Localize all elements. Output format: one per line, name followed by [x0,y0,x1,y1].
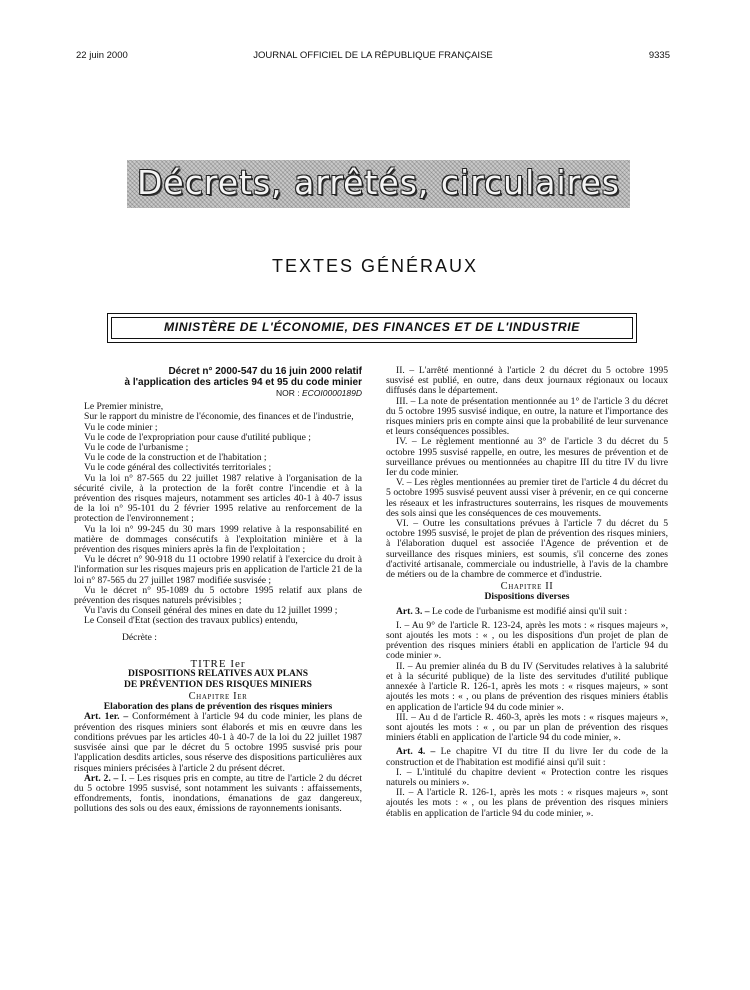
titre-subtitle-line2: DE PRÉVENTION DES RISQUES MINIERS [124,679,312,690]
section-title: TEXTES GÉNÉRAUX [271,256,479,276]
paragraph: V. – Les règles mentionnées au premier tiret de l'article 4 du décret du 5 octobre 1995 susvisé peuvent aussi viser à prévenir, en ce qui concerne les réseaux et les infrastructures souterrains, les risques de mouvements des sols ainsi que les conséquences de ces mouvements. [386,477,668,519]
header-journal-title: JOURNAL OFFICIEL DE LA RÉPUBLIQUE FRANÇAISE [253,50,493,61]
article-1 [74,712,362,773]
paragraph: II. – L'arrêté mentionné à l'article 2 du décret du 5 octobre 1995 susvisé est publié, en outre, dans deux journaux régionaux ou locaux diffusés dans le département. [386,365,668,397]
section-banner [127,160,630,208]
paragraph: II. – A l'article R. 126-1, après les mots : « risques majeurs », sont ajoutés les mots : « , ou les plans de prévention des risques miniers établis en application de l'article 94 du code minier, ». [386,787,668,819]
paragraph: II. – Au premier alinéa du B du IV (Servitudes relatives à la salubrité et à la sécurité publique) de la liste des servitudes d'utilité publique annexée à l'article R. 126-1, après les mots : « risques majeurs, » sont ajoutés les mots : « , ou plans de prévention des risques miniers établis en application de l'article 94 du code minier ». [386,660,668,713]
chapter-heading: Chapitre II [500,581,554,593]
article-text: Le code de l'urbanisme est modifié ainsi qu'il suit : [431,605,628,617]
paragraph: VI. – Outre les consultations prévues à l'article 7 du décret du 5 octobre 1995 susvisé, le projet de plan de prévention des risques miniers, à l'élaboration duquel est associée l'Agence de prévention et de surveillance des risques miniers, est soumis, s'il concerne des zones d'activité artisanale, commerciale ou industrielle, à l'avis de la chambre de métiers ou de la chambre de commerce et d'industrie. [386,518,668,581]
paragraph: III. – La note de présentation mentionnée au 1° de l'article 3 du décret du 5 octobre 1995 susvisé indique, en outre, la nature et l'importance des risques miniers pris en compte ainsi que la probabilité de leur survenance et leurs conséquences possibles. [386,395,668,438]
paragraph: Vu le code de la construction et de l'habitation ; [84,452,267,464]
chapter-subtitle: Elaboration des plans de prévention des risques miniers [103,701,333,713]
page-header [76,50,670,64]
paragraph: Le Conseil d'Etat (section des travaux publics) entendu, [84,615,298,627]
ministry-title: MINISTÈRE DE L'ÉCONOMIE, DES FINANCES ET DE L'INDUSTRIE [111,317,633,339]
nor-code: ECOI0000189D [301,388,362,398]
paragraph: Sur le rapport du ministre de l'économie, des finances et de l'industrie, [84,411,354,423]
header-date: 22 juin 2000 [76,50,128,61]
paragraph: Le Premier ministre, [84,401,164,413]
article-label: Art. 4. – [396,746,436,758]
paragraph: Vu le code de l'expropriation pour cause d'utilité publique ; [84,431,311,443]
ministry-box [107,313,637,343]
chapter-subtitle: Dispositions diverses [484,591,570,603]
article-label: Art. 3. – [396,605,430,617]
paragraph: I. – Au 9° de l'article R. 123-24, après les mots : « risques majeurs », sont ajoutés les mots : « , ou les dispositions d'un projet de plan de prévention des risques miniers établi en application de l'article 94 du code minier ». [386,619,668,662]
article-4 [386,747,668,767]
nor-label: NOR : [275,388,300,398]
paragraph: Vu le décret n° 95-1089 du 5 octobre 1995 relatif aux plans de prévention des risques naturels prévisibles ; [74,584,362,607]
article-3 [386,607,668,617]
article-text: Conformément à l'article 94 du code minier, les plans de prévention des risques miniers sont élaborés et mis en œuvre dans les conditions prévues par les articles 40-1 à 40-7 de la loi du 22 juillet 1987 susvisée ainsi que par le décret du 5 octobre 1995 susvisé pris pour l'application desdits articles, sous réserve des dispositions particulières aux risques miniers précisées à l'article 2 du présent décret. [74,711,362,774]
titre-heading: TITRE Ier [190,657,246,670]
left-column [74,366,362,815]
paragraph: Vu la loi n° 99-245 du 30 mars 1999 relative à la responsabilité en matière de dommages consécutifs à l'exploitation minière et à la prévention des risques miniers après la fin de l'exploitation ; [74,523,362,556]
decree-title-line1: Décret n° 2000-547 du 16 juin 2000 relatif [168,366,362,377]
paragraph: Vu le code général des collectivités territoriales ; [84,462,272,474]
paragraph: I. – L'intitulé du chapitre devient « Protection contre les risques naturels ou miniers ». [386,766,668,788]
titre-subtitle-line1: DISPOSITIONS RELATIVES AUX PLANS [127,669,309,680]
paragraph: Vu le décret n° 90-918 du 11 octobre 1990 relatif à l'exercice du droit à l'information sur les risques majeurs pris en application de l'article 21 de la loi n° 87-565 du 27 juillet 1987 modifiée susvisée ; [74,554,362,586]
chapter-heading: Chapitre Ier [188,691,248,703]
article-label: Art. 1er. – [84,711,129,723]
article-label: Art. 2. – [84,772,119,784]
paragraph: Vu la loi n° 87-565 du 22 juillet 1987 relative à l'organisation de la sécurité civile, à la protection de la forêt contre l'incendie et à la prévention des risques majeurs, notamment ses articles 40-1 à 40-7 issus de la loi n° 95-101 du 2 février 1995 relative au renforcement de la protection de l'environnement ; [74,472,362,525]
paragraph: IV. – Le règlement mentionné au 3° de l'article 3 du décret du 5 octobre 1995 susvisé rappelle, en outre, les mesures de prévention et de surveillance prévues ou mentionnées au chapitre III du titre IV du livre Ier du code minier. [386,436,668,479]
paragraph: Vu le code de l'urbanisme ; [84,442,189,454]
paragraph: Vu le code minier ; [84,421,158,433]
paragraph: Vu l'avis du Conseil général des mines en date du 12 juillet 1999 ; [84,605,338,617]
decrete-line: Décrète : [122,631,157,643]
decree-title-line2: à l'application des articles 94 et 95 du code minier [124,377,362,388]
paragraph: III. – Au d de l'article R. 460-3, après les mots : « risques majeurs », sont ajoutés les mots : « , ou par un plan de prévention des risques miniers établi en application de l'article 94 du code minier, ». [386,711,668,744]
article-text: I. – Les risques pris en compte, au titre de l'article 2 du décret du 5 octobre 1995 susvisé, sont notamment les suivants : affaissements, effondrements, fontis, inondations, émanations de gaz dangereux, pollutions des sols ou des eaux, émissions de rayonnements ionisants. [74,772,362,815]
banner-title: Décrets, arrêtés, circulaires [137,163,620,202]
article-text: Le chapitre VI du titre II du livre Ier du code de la construction et de l'habitation est modifié ainsi qu'il suit : [386,746,668,768]
decree-nor [74,388,362,398]
right-column [386,366,668,819]
header-page-number: 9335 [648,50,670,61]
article-2 [74,774,362,815]
